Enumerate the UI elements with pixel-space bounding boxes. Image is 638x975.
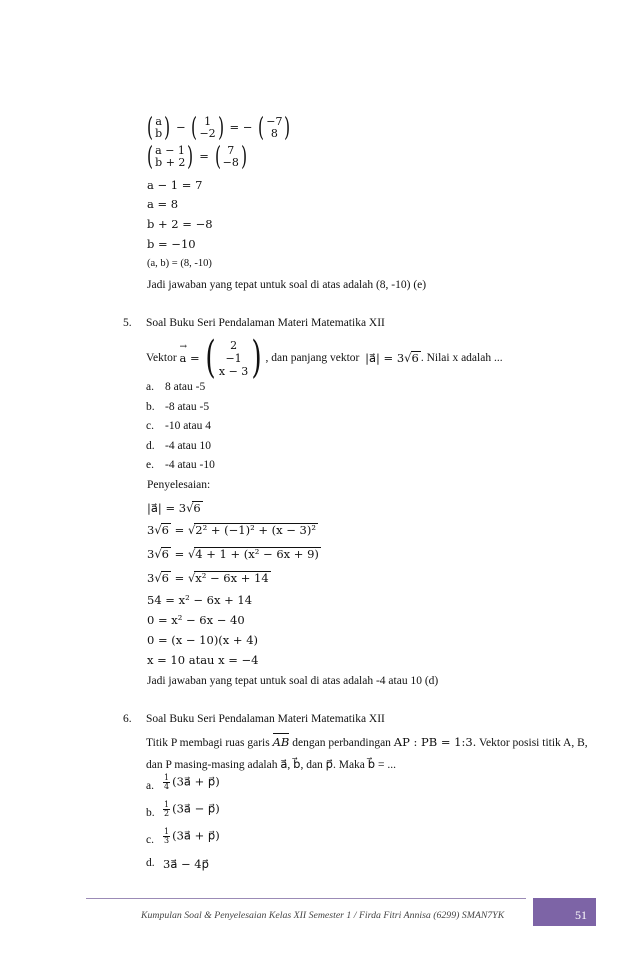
page-number-badge (533, 898, 596, 926)
q5-opt-b-text: -8 atau -5 (165, 401, 210, 413)
q5-opt-d-text: -4 atau 10 (165, 440, 211, 452)
q6-opt-c-label: c. (146, 834, 154, 846)
prev-line-2: a = 8 (147, 197, 179, 211)
q5-step-3: 3√6 = √4 + 1 + (x² − 6x + 9) (147, 547, 319, 561)
prev-eq-2: ( a − 1 b + 2 ) = ( 7 −8 ) (147, 142, 248, 172)
footer-rule (86, 898, 526, 899)
q5-opt-a-text: 8 atau -5 (165, 381, 206, 393)
q5-answer: Jadi jawaban yang tepat untuk soal di atas adalah -4 atau 10 (d) (147, 675, 439, 687)
q5-stem: Vektor → a = ( 2 −1 x − 3 ) , dan panjang vektor |a⃗| = 3 √ 6 . Nilai x adalah ... (146, 336, 503, 380)
q6-line-2: dan P masing-masing adalah a⃗, b⃗, dan p⃗. Maka b⃗ = ... (146, 759, 396, 771)
q6-opt-d-label: d. (146, 857, 155, 869)
q5-opt-b-label: b. (146, 401, 155, 413)
prev-line-1: a − 1 = 7 (147, 178, 203, 192)
q5-solution-label: Penyelesaian: (147, 479, 211, 491)
q6-opt-a-expr: $\frac{1}{4}$ (3a⃗ + p⃗) (164, 773, 220, 791)
q6-number: 6. (123, 713, 132, 725)
q5-number: 5. (123, 317, 132, 329)
q5-opt-c-text: -10 atau 4 (165, 420, 211, 432)
q5-step-7: 0 = (x − 10)(x + 4) (147, 633, 259, 647)
q6-opt-d-expr: 3a⃗ − 4p⃗ (163, 857, 209, 871)
prev-line-4: b = −10 (147, 237, 196, 251)
q5-opt-d-label: d. (146, 440, 155, 452)
q6-title: Soal Buku Seri Pendalaman Materi Matematika XII (146, 713, 385, 725)
q6-opt-b-label: b. (146, 807, 155, 819)
q5-step-5: 54 = x² − 6x + 14 (147, 593, 253, 607)
q5-opt-e-label: e. (146, 459, 154, 471)
footer-text: Kumpulan Soal & Penyelesaian Kelas XII Semester 1 / Firda Fitri Annisa (6299) SMAN7YK (141, 910, 505, 921)
q5-title: Soal Buku Seri Pendalaman Materi Matematika XII (146, 317, 385, 329)
page-number: 51 (575, 908, 587, 922)
prev-answer: Jadi jawaban yang tepat untuk soal di atas adalah (8, -10) (e) (147, 279, 427, 291)
q6-opt-c-expr: $\frac{1}{3}$ (3a⃗ + p⃗) (164, 827, 220, 845)
q5-opt-e-text: -4 atau -10 (165, 459, 215, 471)
q5-step-2: 3√6 = √2² + (−1)² + (x − 3)² (147, 523, 316, 537)
q5-step-8: x = 10 atau x = −4 (147, 653, 259, 667)
prev-eq-1: ( a b ) − ( 1 −2 ) = − ( −7 8 ) (147, 113, 291, 143)
prev-result: (a, b) = (8, -10) (147, 258, 212, 269)
q5-step-6: 0 = x² − 6x − 40 (147, 613, 245, 627)
q5-opt-c-label: c. (146, 420, 154, 432)
q6-line-1: Titik P membagi ruas garis AB dengan perbandingan AP : PB = 1:3. Vektor posisi titik A, B, (146, 735, 588, 749)
prev-line-3: b + 2 = −8 (147, 217, 213, 231)
q5-step-4: 3√6 = √x² − 6x + 14 (147, 571, 269, 585)
q6-opt-b-expr: $\frac{1}{2}$ (3a⃗ − p⃗) (164, 800, 220, 818)
q6-opt-a-label: a. (146, 780, 154, 792)
q5-step-1: |a⃗| = 3√6 (147, 501, 201, 515)
q5-opt-a-label: a. (146, 381, 154, 393)
